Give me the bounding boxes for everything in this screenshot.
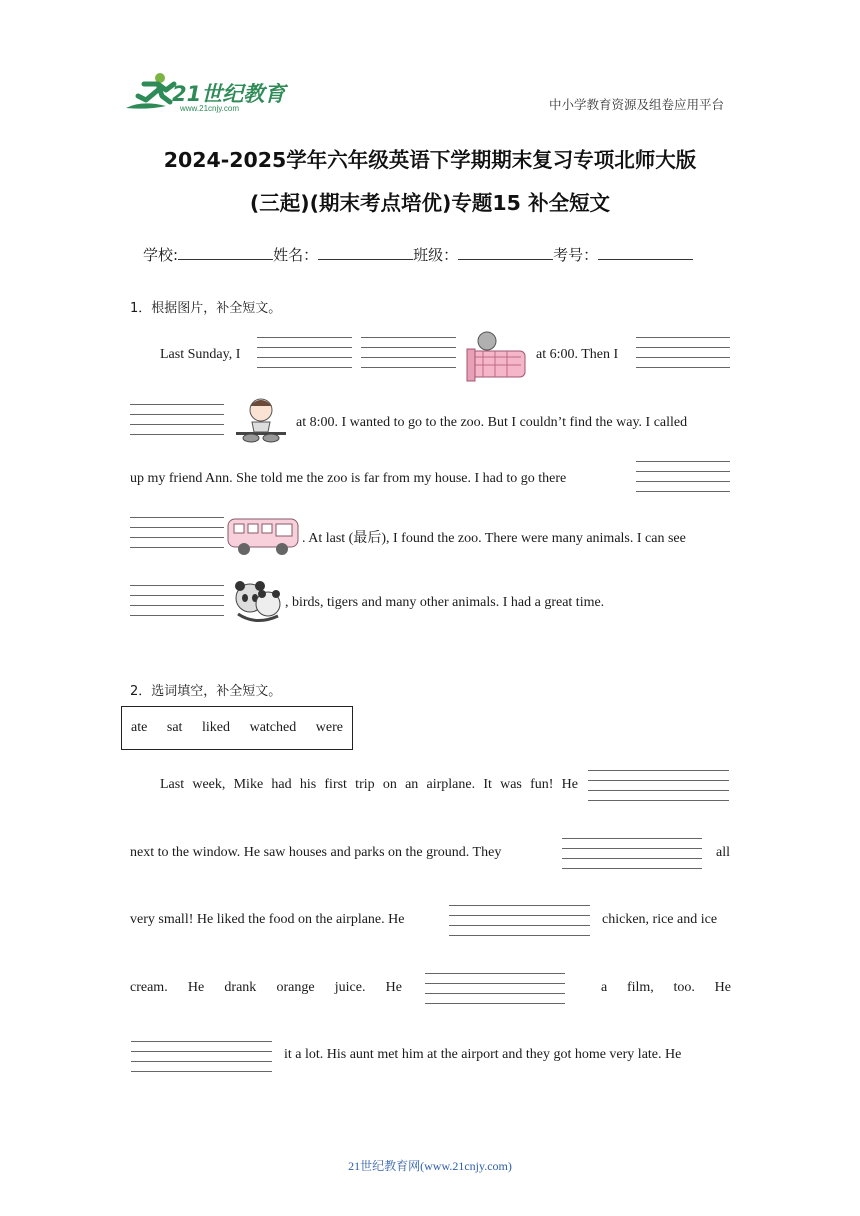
word-bank-item: were	[315, 720, 343, 735]
q2-word: juice.	[334, 980, 366, 995]
number-label: 考号：	[553, 246, 599, 264]
word-bank-item: liked	[202, 720, 231, 735]
q1-blank-6[interactable]	[130, 517, 224, 557]
platform-name: 中小学教育资源及组卷应用平台	[549, 97, 725, 112]
q1-blank-1[interactable]	[257, 337, 352, 377]
q2-text-5: it a lot. His aunt met him at the airport and they got home very late. He	[284, 1047, 682, 1062]
word-bank	[121, 706, 353, 750]
q2-text-1: Last week, Mike had his first trip on an airplane. It was fun! He	[160, 777, 578, 792]
q2-text-2: next to the window. He saw houses and parks on the ground. They	[130, 845, 502, 860]
q2-blank-4[interactable]	[425, 973, 565, 1013]
word-bank-item: watched	[249, 720, 297, 735]
q2-blank-5[interactable]	[131, 1041, 272, 1081]
q2-word: orange	[276, 980, 315, 995]
breakfast-icon	[232, 394, 290, 448]
q1-blank-5[interactable]	[636, 461, 730, 501]
class-blank[interactable]	[458, 243, 553, 260]
student-info	[143, 243, 693, 265]
logo-url: www.21cnjy.com	[180, 104, 239, 113]
q1-text-1: Last Sunday, I	[160, 347, 241, 362]
logo-text: 21世纪教育	[172, 82, 286, 106]
q1-blank-4[interactable]	[130, 404, 224, 444]
q1-text-2: at 6:00. Then I	[536, 347, 619, 362]
bed-icon	[463, 327, 529, 385]
q1-text-3: at 8:00. I wanted to go to the zoo. But I couldn’t find the way. I called	[296, 415, 688, 430]
q1-blank-2[interactable]	[361, 337, 456, 377]
class-label: 班级：	[413, 246, 459, 264]
q1-heading: 1．根据图片，补全短文。	[130, 301, 282, 316]
q2-text-2b: all	[716, 845, 730, 860]
q2-text-4b	[601, 980, 731, 996]
q2-blank-2[interactable]	[562, 838, 702, 878]
q1-blank-7[interactable]	[130, 585, 224, 625]
page-title-line1: 2024-2025学年六年级英语下学期期末复习专项北师大版	[163, 148, 697, 172]
q1-text-6: , birds, tigers and many other animals. I had a great time.	[285, 595, 605, 610]
q2-word: a	[601, 980, 608, 995]
name-label: 姓名：	[273, 246, 319, 264]
q2-blank-1[interactable]	[588, 770, 729, 810]
q2-word: film,	[626, 980, 654, 995]
q2-word: He	[385, 980, 402, 995]
q2-heading: 2．选词填空，补全短文。	[130, 684, 282, 699]
school-label: 学校:	[143, 246, 179, 264]
q2-blank-3[interactable]	[449, 905, 590, 945]
q2-word: He	[187, 980, 205, 995]
name-blank[interactable]	[318, 243, 413, 260]
school-blank[interactable]	[178, 243, 273, 260]
q2-text-3b: chicken, rice and ice	[602, 912, 718, 927]
q2-word: cream.	[130, 980, 168, 995]
q2-text-4	[130, 980, 402, 996]
q2-text-3: very small! He liked the food on the airplane. He	[130, 912, 405, 927]
word-bank-item: sat	[166, 720, 183, 735]
page-title-line2: (三起)(期末考点培优)专题15 补全短文	[249, 191, 611, 215]
word-bank-item: ate	[131, 720, 148, 735]
q2-word: too.	[673, 980, 695, 995]
q2-word: He	[714, 980, 731, 995]
panda-icon	[230, 574, 284, 626]
footer: 21世纪教育网(www.21cnjy.com)	[348, 1159, 512, 1173]
q1-blank-3[interactable]	[636, 337, 730, 377]
q1-text-5: . At last (最后), I found the zoo. There were many animals. I can see	[302, 531, 686, 546]
q2-word: drank	[224, 980, 257, 995]
q1-text-4: up my friend Ann. She told me the zoo is far from my house. I had to go there	[130, 471, 567, 486]
number-blank[interactable]	[598, 243, 693, 260]
bus-icon	[226, 513, 302, 557]
